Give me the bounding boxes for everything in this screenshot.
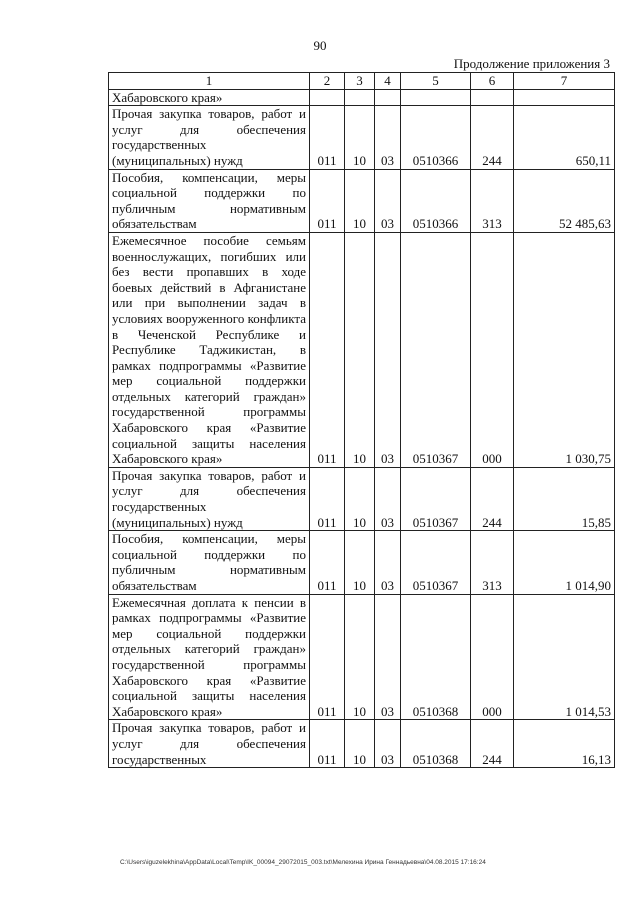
ministry-code: 011 [310,169,345,232]
target-article-code: 0510366 [401,106,471,169]
section-code [345,89,375,106]
expense-type-code: 313 [471,169,514,232]
column-header: 7 [514,73,615,90]
subsection-code: 03 [375,531,401,594]
subsection-code: 03 [375,720,401,768]
target-article-code: 0510367 [401,232,471,467]
column-header: 2 [310,73,345,90]
table-row [109,169,615,232]
ministry-code: 011 [310,594,345,720]
column-header: 4 [375,73,401,90]
table-row [109,467,615,530]
subsection-code [375,89,401,106]
subsection-code: 03 [375,467,401,530]
amount: 650,11 [514,106,615,169]
ministry-code: 011 [310,720,345,768]
column-header: 1 [109,73,310,90]
table-row [109,720,615,768]
expense-type-code: 313 [471,531,514,594]
expense-type-code: 244 [471,467,514,530]
amount: 1 014,90 [514,531,615,594]
row-description: Пособия, компенсации, меры социальной поддержки по публичным нормативным обязательствам [109,169,310,232]
amount: 1 014,53 [514,594,615,720]
expense-type-code: 000 [471,594,514,720]
expense-type-code [471,89,514,106]
row-description: Прочая закупка товаров, работ и услуг для обеспечения государственных (муниципальных) нужд [109,467,310,530]
table-row [109,106,615,169]
row-description: Ежемесячное пособие семьям военнослужащих, погибших или без вести пропавших в ходе боевых действий в Афганистане или при выполнении задач в условиях вооруженного конфликта в Чеченской Республике и Республике Таджикистан, в рамках подпрограммы «Развитие мер социальной поддержки отдельных категорий граждан» государственной программы Хабаровского края «Развитие социальной защиты населения Хабаровского края» [109,232,310,467]
column-header: 5 [401,73,471,90]
expense-type-code: 000 [471,232,514,467]
subsection-code: 03 [375,594,401,720]
row-description: Прочая закупка товаров, работ и услуг для обеспечения государственных [109,720,310,768]
section-code: 10 [345,531,375,594]
table-row [109,594,615,720]
ministry-code [310,89,345,106]
table-row [109,89,615,106]
expense-type-code: 244 [471,720,514,768]
amount [514,89,615,106]
footer-file-path: C:\Users\iguzelekhina\AppData\Local\Temp\IK_00094_29072015_003.txt\Мелехина Ирина Геннадьевна\04.08.2015 17:16:24 [120,859,486,866]
expense-type-code: 244 [471,106,514,169]
row-description: Ежемесячная доплата к пенсии в рамках подпрограммы «Развитие мер социальной поддержки отдельных категорий граждан» государственной программы Хабаровского края «Развитие социальной защиты населения Хабаровского края» [109,594,310,720]
target-article-code [401,89,471,106]
subsection-code: 03 [375,232,401,467]
amount: 52 485,63 [514,169,615,232]
amount: 1 030,75 [514,232,615,467]
target-article-code: 0510367 [401,467,471,530]
section-code: 10 [345,232,375,467]
row-description: Прочая закупка товаров, работ и услуг для обеспечения государственных (муниципальных) нужд [109,106,310,169]
target-article-code: 0510368 [401,720,471,768]
section-code: 10 [345,594,375,720]
column-header: 3 [345,73,375,90]
column-header: 6 [471,73,514,90]
row-description: Пособия, компенсации, меры социальной поддержки по публичным нормативным обязательствам [109,531,310,594]
row-description: Хабаровского края» [109,89,310,106]
table-row [109,232,615,467]
section-code: 10 [345,720,375,768]
section-code: 10 [345,106,375,169]
budget-table [108,72,615,768]
page-number: 90 [313,38,327,53]
continuation-label: Продолжение приложения 3 [453,56,610,71]
target-article-code: 0510367 [401,531,471,594]
ministry-code: 011 [310,467,345,530]
subsection-code: 03 [375,106,401,169]
subsection-code: 03 [375,169,401,232]
section-code: 10 [345,169,375,232]
table-header-row [109,73,615,90]
target-article-code: 0510366 [401,169,471,232]
table-row [109,531,615,594]
ministry-code: 011 [310,531,345,594]
ministry-code: 011 [310,232,345,467]
amount: 16,13 [514,720,615,768]
section-code: 10 [345,467,375,530]
target-article-code: 0510368 [401,594,471,720]
amount: 15,85 [514,467,615,530]
ministry-code: 011 [310,106,345,169]
